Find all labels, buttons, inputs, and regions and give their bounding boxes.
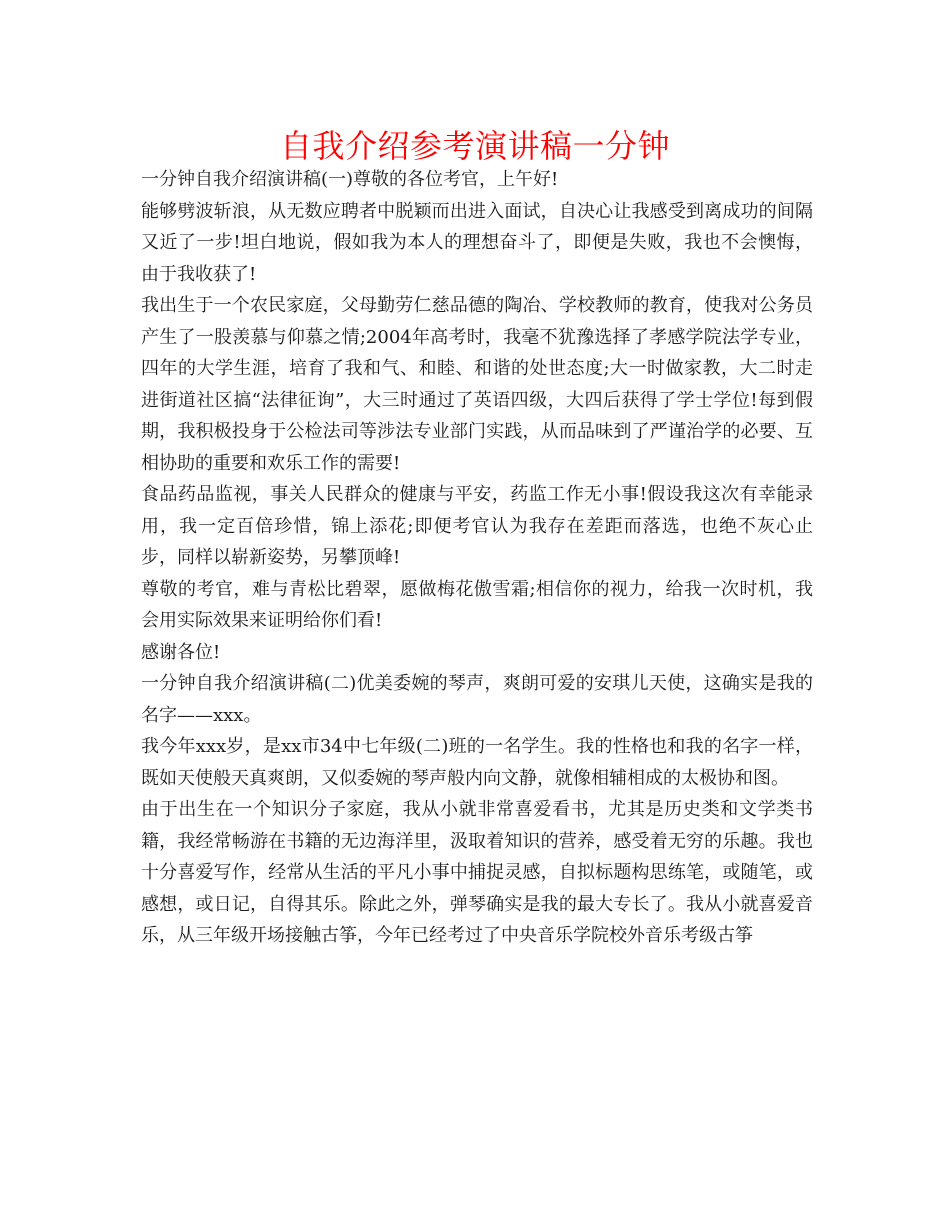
paragraph: 感谢各位!: [141, 641, 221, 663]
paragraph: 食品药品监视，事关人民群众的健康与平安，药监工作无小事!假设我这次有幸能录用，我一定百倍珍惜，锦上添花;即便考官认为我存在差距而落选，也绝不灰心止步，同样以崭新姿势，另攀顶峰!: [141, 484, 813, 568]
paragraph: 由于出生在一个知识分子家庭，我从小就非常喜爱看书，尤其是历史类和文学类书籍，我经常畅游在书籍的无边海洋里，汲取着知识的营养，感受着无穷的乐趣。我也十分喜爱写作，经常从生活的平凡小事中捕捉灵感，自拟标题构思练笔，或随笔，或感想，或日记，自得其乐。除此之外，弹琴确实是我的最大专长了。我从小就喜爱音乐，从三年级开场接触古筝，今年已经考过了中央音乐学院校外音乐考级古筝: [141, 799, 813, 946]
document-title: 自我介绍参考演讲稿一分钟: [279, 127, 670, 165]
document-body: [141, 164, 813, 952]
paragraph: 我出生于一个农民家庭，父母勤劳仁慈品德的陶冶、学校教师的教育，使我对公务员产生了一股羡慕与仰慕之情;2004年高考时，我毫不犹豫选择了孝感学院法学专业，四年的大学生涯，培育了我和气、和睦、和谐的处世态度;大一时做家教，大二时走进街道社区搞“法律征询”，大三时通过了英语四级，大四后获得了学士学位!每到假期，我积极投身于公检法司等涉法专业部门实践，从而品味到了严谨治学的必要、互相协助的重要和欢乐工作的需要!: [141, 295, 813, 474]
paragraph: 能够劈波斩浪，从无数应聘者中脱颖而出进入面试，自决心让我感受到离成功的间隔又近了一步!坦白地说，假如我为本人的理想奋斗了，即便是失败，我也不会懊悔，由于我收获了!: [141, 200, 813, 285]
paragraph: 一分钟自我介绍演讲稿(二)优美委婉的琴声，爽朗可爱的安琪儿天使，这确实是我的名字——xxx。: [141, 673, 813, 726]
paragraph: 我今年xxx岁，是xx市34中七年级(二)班的一名学生。我的性格也和我的名字一样，既如天使般天真爽朗，又似委婉的琴声般内向文静，就像相辅相成的太极协和图。: [141, 736, 813, 789]
paragraph: 一分钟自我介绍演讲稿(一)尊敬的各位考官，上午好!: [141, 169, 559, 190]
paragraph: 尊敬的考官，难与青松比碧翠，愿做梅花傲雪霜;相信你的视力，给我一次时机，我会用实际效果来证明给你们看!: [141, 578, 813, 631]
